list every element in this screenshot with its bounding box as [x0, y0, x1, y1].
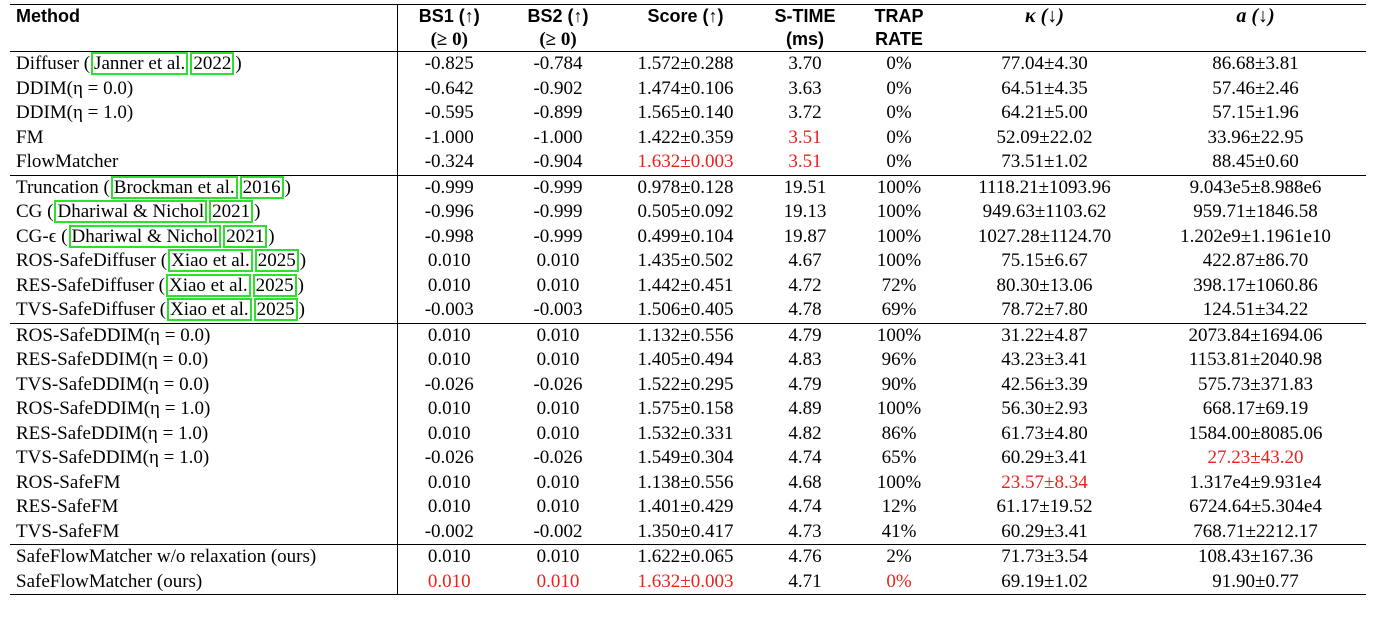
stime-cell: 4.89	[788, 398, 822, 419]
stime-cell: 4.67	[788, 250, 822, 271]
bs2-cell: -0.902	[533, 77, 583, 99]
bs2-cell: -0.784	[533, 53, 583, 74]
score-cell: 1.435±0.502	[637, 250, 734, 271]
stime-cell: 4.76	[756, 545, 854, 570]
method-cell: TVS-SafeDDIM(η = 1.0)	[16, 447, 210, 468]
header-kappa: κ (↓)	[944, 5, 1145, 52]
table-row	[10, 175, 1366, 200]
a-cell: 91.90±0.77	[1145, 570, 1366, 595]
bs1-cell: -0.996	[397, 200, 501, 225]
bs1-cell: 0.010	[397, 570, 501, 595]
kappa-cell: 60.29±3.41	[1001, 447, 1088, 468]
table-row	[10, 471, 1366, 496]
score-cell: 1.549±0.304	[637, 447, 734, 468]
citation-author-link[interactable]: Janner et al.	[91, 52, 188, 75]
header-bs2: BS2 (↑) (≥ 0)	[501, 5, 615, 52]
method-cell: Diffuser ( Janner et al. 2022 )	[16, 53, 242, 74]
score-cell: 1.138±0.556	[637, 471, 734, 493]
header-trap-rate: TRAP RATE	[854, 5, 944, 52]
table-row	[10, 101, 1366, 126]
trap-rate-cell: 100%	[876, 471, 922, 493]
kappa-cell: 61.17±19.52	[996, 496, 1093, 517]
score-cell: 1.632±0.003	[615, 570, 756, 595]
bs1-cell: -0.595	[397, 101, 501, 126]
method-cell: FM	[16, 126, 44, 148]
kappa-cell: 75.15±6.67	[1001, 250, 1088, 271]
trap-rate-cell: 12%	[881, 496, 917, 517]
a-cell: 668.17±69.19	[1202, 398, 1309, 419]
kappa-cell: 31.22±4.87	[944, 323, 1145, 348]
citation-year-link[interactable]: 2025	[253, 274, 297, 297]
method-cell: RES-SafeDDIM(η = 1.0)	[16, 422, 209, 444]
score-cell: 1.522±0.295	[637, 373, 734, 395]
a-cell: 9.043e5±8.988e6	[1145, 175, 1366, 200]
bs2-cell: -0.899	[533, 102, 583, 123]
table-row	[10, 348, 1366, 373]
bs2-cell: -0.002	[533, 520, 583, 542]
bs2-cell: -0.999	[533, 225, 583, 247]
citation-author-link[interactable]: Xiao et al.	[167, 298, 252, 321]
bs2-cell: -1.000	[533, 126, 583, 148]
kappa-cell: 71.73±3.54	[944, 545, 1145, 570]
bs2-cell: -0.026	[533, 373, 583, 395]
stime-cell: 4.74	[788, 447, 822, 468]
citation-author-link[interactable]: Dhariwal & Nichol	[54, 200, 207, 223]
method-cell: SafeFlowMatcher (ours)	[10, 570, 397, 595]
a-cell: 575.73±371.83	[1198, 373, 1313, 395]
method-cell: RES-SafeDiffuser ( Xiao et al. 2025 )	[16, 274, 304, 296]
table-row	[10, 274, 1366, 299]
method-cell: ROS-SafeDDIM(η = 1.0)	[16, 398, 211, 419]
citation-year-link[interactable]: 2021	[209, 200, 253, 223]
method-cell: ROS-SafeDiffuser ( Xiao et al. 2025 )	[16, 250, 307, 271]
bs2-cell: 0.010	[536, 471, 580, 493]
table-row	[10, 150, 1366, 175]
kappa-cell: 64.21±5.00	[1001, 102, 1088, 123]
trap-rate-cell: 65%	[881, 447, 917, 468]
trap-rate-cell: 90%	[881, 373, 917, 395]
bs1-cell: -0.998	[397, 225, 501, 250]
table-row	[10, 495, 1366, 520]
method-cell: CG-ϵ ( Dhariwal & Nichol 2021 )	[16, 225, 275, 247]
citation-author-link[interactable]: Xiao et al.	[168, 249, 253, 272]
trap-rate-cell: 0%	[854, 570, 944, 595]
a-cell: 398.17±1060.86	[1193, 274, 1318, 296]
table-row	[10, 77, 1366, 102]
trap-rate-cell: 0%	[886, 151, 912, 172]
trap-rate-cell: 41%	[881, 520, 917, 542]
stime-cell: 4.74	[788, 496, 822, 517]
bs2-cell: -0.999	[533, 201, 583, 222]
bs1-cell: -0.642	[397, 77, 501, 102]
table-row	[10, 52, 1366, 77]
method-cell: TVS-SafeDiffuser ( Xiao et al. 2025 )	[16, 299, 305, 320]
header-method: Method	[10, 5, 397, 52]
stime-cell: 4.78	[788, 299, 822, 320]
method-cell: Truncation ( Brockman et al. 2016 )	[10, 175, 397, 200]
kappa-cell: 60.29±3.41	[1001, 520, 1088, 542]
table-row	[10, 422, 1366, 447]
kappa-cell: 42.56±3.39	[1001, 373, 1088, 395]
stime-cell: 4.73	[788, 520, 822, 542]
stime-cell: 19.87	[783, 225, 827, 247]
method-cell: FlowMatcher	[16, 151, 119, 172]
kappa-cell: 69.19±1.02	[944, 570, 1145, 595]
bs1-cell: -0.003	[397, 298, 501, 323]
kappa-cell: 23.57±8.34	[1001, 471, 1088, 493]
score-cell: 1.442±0.451	[637, 274, 734, 296]
table-row	[10, 545, 1366, 570]
stime-cell: 4.68	[788, 471, 822, 493]
a-cell: 86.68±3.81	[1212, 53, 1299, 74]
kappa-cell: 1118.21±1093.96	[944, 175, 1145, 200]
kappa-cell: 80.30±13.06	[996, 274, 1093, 296]
score-cell: 1.132±0.556	[615, 323, 756, 348]
table-row	[10, 200, 1366, 225]
stime-cell: 4.71	[756, 570, 854, 595]
stime-cell: 4.79	[756, 323, 854, 348]
results-table	[10, 4, 1366, 595]
method-cell: CG ( Dhariwal & Nichol 2021 )	[16, 201, 261, 222]
citation-author-link[interactable]: Xiao et al.	[166, 274, 251, 297]
a-cell: 1.202e9±1.1961e10	[1180, 225, 1331, 247]
bs1-cell: -0.026	[397, 446, 501, 471]
score-cell: 1.622±0.065	[615, 545, 756, 570]
kappa-cell: 61.73±4.80	[1001, 422, 1088, 444]
bs2-cell: -0.026	[533, 447, 583, 468]
trap-rate-cell: 100%	[876, 201, 922, 222]
score-cell: 1.532±0.331	[637, 422, 734, 444]
method-cell: RES-SafeFM	[16, 496, 119, 517]
trap-rate-cell: 86%	[881, 422, 917, 444]
stime-cell: 4.82	[788, 422, 822, 444]
score-cell: 1.474±0.106	[637, 77, 734, 99]
trap-rate-cell: 0%	[886, 102, 912, 123]
bs2-cell: 0.010	[536, 422, 580, 444]
stime-cell: 19.51	[756, 175, 854, 200]
stime-cell: 4.83	[788, 349, 822, 370]
bs2-cell: 0.010	[536, 274, 580, 296]
bs1-cell: 0.010	[397, 471, 501, 496]
stime-cell: 4.72	[788, 274, 822, 296]
kappa-cell: 1027.28±1124.70	[977, 225, 1112, 247]
bs1-cell: -1.000	[397, 126, 501, 151]
a-cell: 6724.64±5.304e4	[1189, 496, 1322, 517]
a-cell: 959.71±1846.58	[1193, 201, 1318, 222]
a-cell: 2073.84±1694.06	[1145, 323, 1366, 348]
method-cell: SafeFlowMatcher w/o relaxation (ours)	[10, 545, 397, 570]
score-cell: 1.575±0.158	[637, 398, 734, 419]
bs2-cell: 0.010	[501, 570, 615, 595]
citation-year-link[interactable]: 2021	[223, 225, 267, 248]
score-cell: 1.422±0.359	[637, 126, 734, 148]
score-cell: 0.499±0.104	[637, 225, 734, 247]
bs1-cell: -0.324	[397, 150, 501, 175]
a-cell: 57.15±1.96	[1212, 102, 1299, 123]
stime-cell: 3.63	[788, 77, 822, 99]
stime-cell: 3.72	[788, 102, 822, 123]
stime-cell: 3.70	[788, 53, 822, 74]
score-cell: 1.572±0.288	[637, 53, 734, 74]
table-row	[10, 570, 1366, 595]
bs2-cell: -0.904	[533, 151, 583, 172]
trap-rate-cell: 2%	[854, 545, 944, 570]
bs1-cell: -0.026	[397, 373, 501, 398]
stime-cell: 4.79	[788, 373, 822, 395]
trap-rate-cell: 100%	[876, 225, 922, 247]
table-row	[10, 298, 1366, 323]
kappa-cell: 43.23±3.41	[1001, 349, 1088, 370]
score-cell: 0.978±0.128	[615, 175, 756, 200]
bs1-cell: 0.010	[397, 495, 501, 520]
header-stime: S-TIME (ms)	[756, 5, 854, 52]
table-row	[10, 397, 1366, 422]
citation-author-link[interactable]: Brockman et al.	[111, 176, 238, 199]
a-cell: 33.96±22.95	[1207, 126, 1304, 148]
bs1-cell: -0.002	[397, 520, 501, 545]
trap-rate-cell: 0%	[886, 126, 912, 148]
kappa-cell: 56.30±2.93	[1001, 398, 1088, 419]
header-row	[10, 5, 1366, 52]
bs2-cell: 0.010	[536, 496, 580, 517]
header-a: a (↓)	[1145, 5, 1366, 52]
bs1-cell: 0.010	[397, 274, 501, 299]
method-cell: TVS-SafeDDIM(η = 0.0)	[16, 373, 210, 395]
table-row	[10, 126, 1366, 151]
kappa-cell: 52.09±22.02	[996, 126, 1093, 148]
a-cell: 57.46±2.46	[1212, 77, 1299, 99]
trap-rate-cell: 100%	[876, 398, 922, 419]
table-row	[10, 323, 1366, 348]
a-cell: 88.45±0.60	[1212, 151, 1299, 172]
method-cell: ROS-SafeDDIM(η = 0.0)	[10, 323, 397, 348]
kappa-cell: 64.51±4.35	[1001, 77, 1088, 99]
bs1-cell: 0.010	[397, 545, 501, 570]
a-cell: 124.51±34.22	[1202, 299, 1309, 320]
kappa-cell: 73.51±1.02	[1001, 151, 1088, 172]
header-score: Score (↑)	[615, 5, 756, 52]
bs2-cell: 0.010	[536, 398, 580, 419]
bs1-cell: 0.010	[397, 249, 501, 274]
stime-cell: 19.13	[783, 201, 827, 222]
method-cell: TVS-SafeFM	[16, 520, 120, 542]
bs2-cell: -0.003	[533, 299, 583, 320]
trap-rate-cell: 69%	[881, 299, 917, 320]
a-cell: 108.43±167.36	[1145, 545, 1366, 570]
bs2-cell: 0.010	[501, 545, 615, 570]
bs2-cell: -0.999	[501, 175, 615, 200]
score-cell: 1.405±0.494	[637, 349, 734, 370]
trap-rate-cell: 100%	[854, 323, 944, 348]
trap-rate-cell: 72%	[881, 274, 917, 296]
stime-cell: 3.51	[788, 151, 822, 172]
trap-rate-cell: 100%	[854, 175, 944, 200]
table-row	[10, 373, 1366, 398]
score-cell: 1.506±0.405	[637, 299, 734, 320]
table-body	[10, 52, 1366, 595]
kappa-cell: 77.04±4.30	[1001, 53, 1088, 74]
score-cell: 0.505±0.092	[637, 201, 734, 222]
bs1-cell: 0.010	[397, 397, 501, 422]
table-row	[10, 225, 1366, 250]
method-cell: DDIM(η = 0.0)	[16, 77, 134, 99]
a-cell: 1584.00±8085.06	[1188, 422, 1323, 444]
score-cell: 1.350±0.417	[637, 520, 734, 542]
kappa-cell: 949.63±1103.62	[982, 201, 1107, 222]
trap-rate-cell: 0%	[886, 53, 912, 74]
kappa-cell: 78.72±7.80	[1001, 299, 1088, 320]
bs1-cell: 0.010	[397, 348, 501, 373]
method-cell: ROS-SafeFM	[16, 471, 121, 493]
table-row	[10, 446, 1366, 471]
bs2-cell: 0.010	[501, 323, 615, 348]
method-cell: RES-SafeDDIM(η = 0.0)	[16, 349, 209, 370]
bs1-cell: 0.010	[397, 422, 501, 447]
a-cell: 1153.81±2040.98	[1188, 349, 1323, 370]
table-row	[10, 249, 1366, 274]
trap-rate-cell: 0%	[886, 77, 912, 99]
header-bs1: BS1 (↑) (≥ 0)	[397, 5, 501, 52]
a-cell: 422.87±86.70	[1202, 250, 1309, 271]
a-cell: 1.317e4±9.931e4	[1189, 471, 1322, 493]
score-cell: 1.401±0.429	[637, 496, 734, 517]
score-cell: 1.632±0.003	[637, 151, 734, 172]
a-cell: 27.23±43.20	[1207, 447, 1304, 468]
bs1-cell: -0.825	[397, 52, 501, 77]
a-cell: 768.71±2212.17	[1193, 520, 1318, 542]
citation-year-link[interactable]: 2025	[255, 249, 299, 272]
table-row	[10, 520, 1366, 545]
score-cell: 1.565±0.140	[637, 102, 734, 123]
bs1-cell: 0.010	[397, 323, 501, 348]
citation-year-link[interactable]: 2016	[240, 176, 284, 199]
bs2-cell: 0.010	[536, 349, 580, 370]
method-cell: DDIM(η = 1.0)	[16, 102, 134, 123]
citation-year-link[interactable]: 2022	[190, 52, 234, 75]
citation-author-link[interactable]: Dhariwal & Nichol	[69, 225, 222, 248]
trap-rate-cell: 96%	[881, 349, 917, 370]
bs2-cell: 0.010	[536, 250, 580, 271]
bs1-cell: -0.999	[397, 175, 501, 200]
citation-year-link[interactable]: 2025	[254, 298, 298, 321]
stime-cell: 3.51	[788, 126, 822, 148]
trap-rate-cell: 100%	[876, 250, 922, 271]
